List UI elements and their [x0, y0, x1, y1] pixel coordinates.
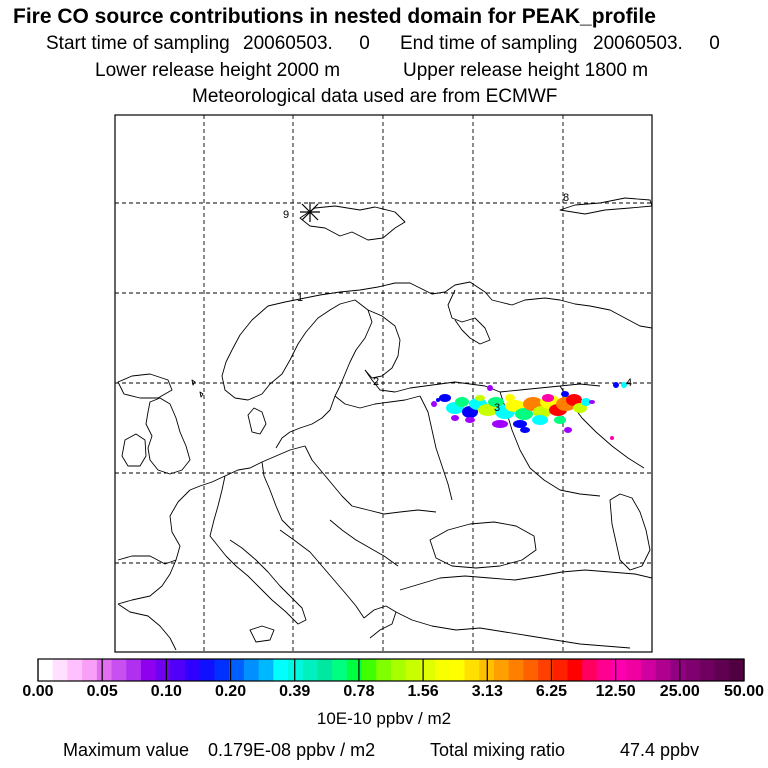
colorbar-cell	[244, 659, 259, 681]
colorbar-cell	[347, 659, 362, 681]
trajectory-label: 4	[626, 377, 633, 389]
end-time-label: End time of sampling	[400, 33, 578, 54]
colorbar-cell	[97, 659, 112, 681]
colorbar	[38, 659, 745, 681]
trajectory-marker-icon	[300, 202, 320, 222]
plume-patch	[465, 417, 475, 423]
colorbar-cell	[568, 659, 583, 681]
colorbar-cell	[509, 659, 524, 681]
colorbar-cell	[156, 659, 171, 681]
colorbar-cell	[729, 659, 744, 681]
colorbar-cell	[670, 659, 685, 681]
total-mixing-ratio-value: 47.4 ppbv	[620, 740, 700, 760]
trajectory-label: 2	[373, 376, 380, 388]
colorbar-cell	[288, 659, 303, 681]
colorbar-cell	[141, 659, 156, 681]
plume-patch	[589, 400, 595, 404]
colorbar-cell	[465, 659, 480, 681]
plume-patch	[455, 397, 469, 407]
colorbar-tick-label: 0.78	[343, 683, 375, 700]
colorbar-tick-label: 25.00	[659, 683, 700, 700]
colorbar-cell	[641, 659, 656, 681]
colorbar-cell	[112, 659, 127, 681]
end-time-value: 20060503. 0	[593, 33, 720, 54]
colorbar-cell	[656, 659, 671, 681]
colorbar-cell	[38, 659, 53, 681]
trajectory-label: 1	[297, 292, 304, 304]
colorbar-cell	[494, 659, 509, 681]
colorbar-cell	[332, 659, 347, 681]
colorbar-cell	[53, 659, 68, 681]
colorbar-cell	[126, 659, 141, 681]
colorbar-tick-label: 0.00	[22, 683, 54, 700]
plume-patch	[532, 415, 548, 425]
total-mixing-ratio-label: Total mixing ratio	[430, 740, 566, 760]
trajectory-label: 8	[563, 192, 570, 204]
colorbar-cell	[715, 659, 730, 681]
colorbar-cell	[317, 659, 332, 681]
plume-patch	[554, 416, 566, 424]
plume-patch	[431, 401, 437, 407]
colorbar-cell	[362, 659, 377, 681]
colorbar-units: 10E-10 ppbv / m2	[316, 709, 452, 728]
colorbar-cell	[553, 659, 568, 681]
plume-patch	[610, 436, 614, 440]
colorbar-cell	[67, 659, 82, 681]
met-data-source: Meteorological data used are from ECMWF	[192, 86, 558, 107]
colorbar-cell	[700, 659, 715, 681]
colorbar-tick-label: 1.56	[407, 683, 439, 700]
colorbar-cell	[582, 659, 597, 681]
plume-patch	[436, 398, 440, 402]
colorbar-cell	[82, 659, 97, 681]
plume-patch	[561, 391, 569, 397]
plume-patch	[613, 382, 619, 388]
colorbar-cell	[273, 659, 288, 681]
colorbar-cell	[391, 659, 406, 681]
plume-patch	[564, 427, 572, 433]
colorbar-cell	[259, 659, 274, 681]
max-value: 0.179E-08 ppbv / m2	[208, 740, 376, 760]
colorbar-cell	[406, 659, 421, 681]
plume-patch	[487, 385, 493, 391]
colorbar-cell	[612, 659, 627, 681]
colorbar-cell	[626, 659, 641, 681]
colorbar-tick-label: 6.25	[535, 683, 568, 700]
colorbar-cell	[597, 659, 612, 681]
plume-patch	[505, 394, 515, 402]
colorbar-tick-label: 3.13	[471, 683, 503, 700]
start-time-value: 20060503. 0	[243, 33, 370, 54]
plume-patch	[492, 420, 508, 428]
plume-patch	[439, 394, 451, 402]
colorbar-cell	[215, 659, 230, 681]
trajectory-label: 9	[283, 209, 290, 221]
plot-title: Fire CO source contributions in nested domain for PEAK_profile	[13, 5, 656, 28]
colorbar-tick-label: 0.10	[150, 683, 182, 700]
colorbar-cell	[303, 659, 318, 681]
plume-patch	[513, 420, 527, 428]
plume-patch	[451, 415, 459, 421]
colorbar-cell	[170, 659, 185, 681]
lower-release-height: Lower release height 2000 m	[95, 60, 341, 81]
colorbar-cell	[685, 659, 700, 681]
upper-release-height: Upper release height 1800 m	[403, 60, 649, 81]
colorbar-cell	[450, 659, 465, 681]
trajectory-label: 3	[494, 402, 501, 414]
colorbar-cell	[376, 659, 391, 681]
colorbar-tick-label: 12.50	[595, 683, 636, 700]
max-value-label: Maximum value	[63, 740, 190, 760]
plume-patch	[520, 427, 530, 433]
colorbar-tick-label: 0.39	[279, 683, 311, 700]
colorbar-cell	[200, 659, 215, 681]
start-time-label: Start time of sampling	[46, 33, 230, 54]
plume-patch	[475, 395, 485, 401]
colorbar-cell	[523, 659, 538, 681]
colorbar-tick-label: 0.20	[214, 683, 247, 700]
colorbar-cell	[229, 659, 244, 681]
colorbar-tick-label: 50.00	[723, 683, 765, 700]
plume-patch	[542, 394, 554, 402]
colorbar-tick-label: 0.05	[86, 683, 118, 700]
colorbar-cell	[435, 659, 450, 681]
colorbar-cell	[185, 659, 200, 681]
